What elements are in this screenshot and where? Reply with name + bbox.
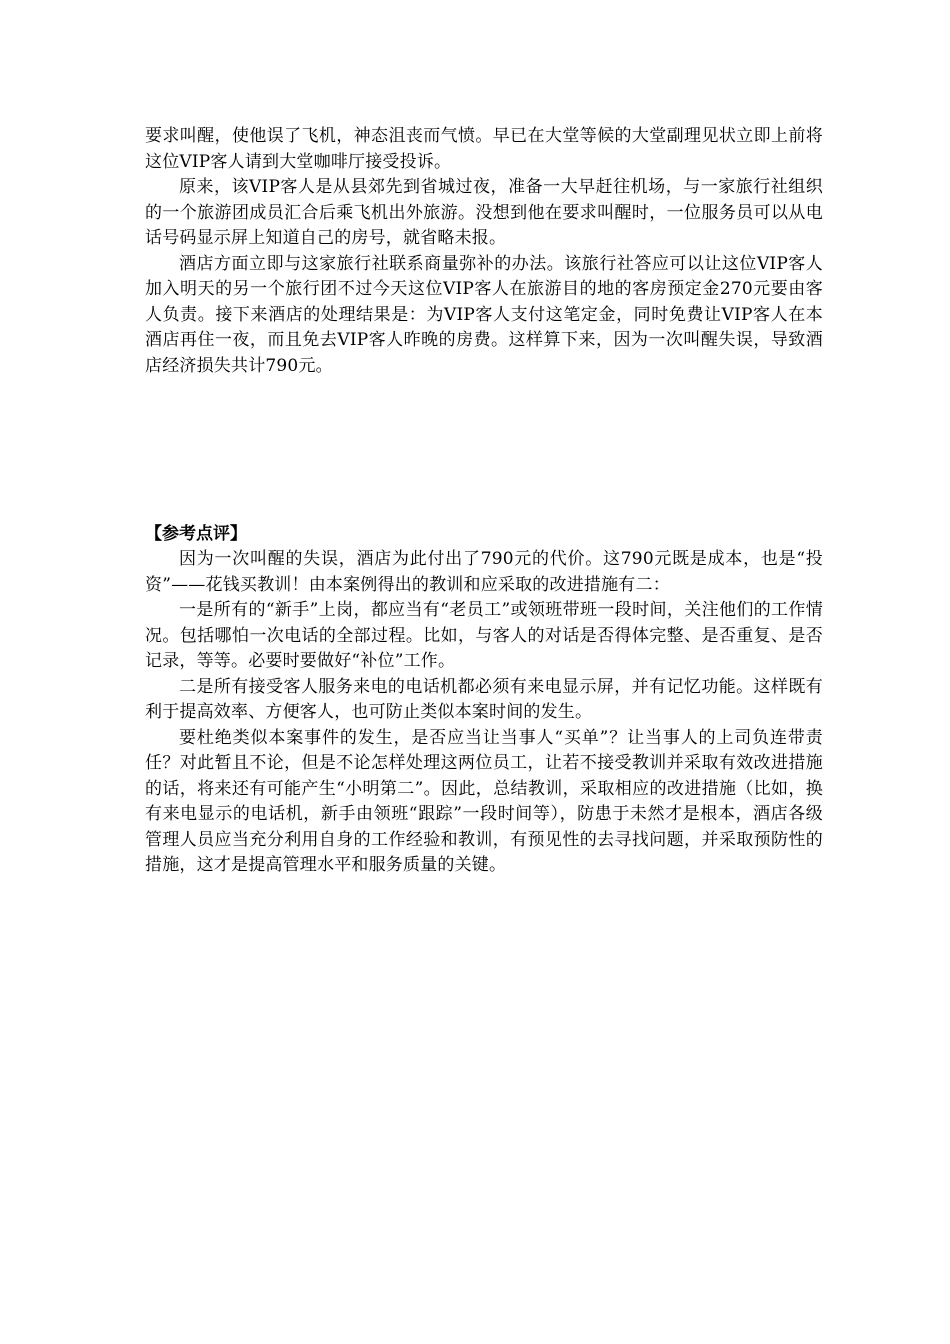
case-paragraph-2: 原来，该VIP客人是从县郊先到省城过夜，准备一大早赶往机场，与一家旅行社组织的一个旅游团成员汇合后乘飞机出外旅游。没想到他在要求叫醒时，一位服务员可以从电话号码显示屏上知道自己的房号，就省略未报。: [145, 177, 823, 248]
review-paragraph-3: 二是所有接受客人服务来电的电话机都必须有来电显示屏，并有记忆功能。这样既有利于提高效率、方便客人，也可防止类似本案时间的发生。: [145, 676, 823, 722]
review-section: [145, 522, 823, 879]
case-text-section: [145, 124, 823, 379]
case-paragraph-1: 要求叫醒，使他误了飞机，神态沮丧而气愤。早已在大堂等候的大堂副理见状立即上前将这位VIP客人请到大堂咖啡厅接受投诉。: [145, 126, 823, 172]
review-paragraph-2: 一是所有的“新手”上岗，都应当有“老员工”或领班带班一段时间，关注他们的工作情况。包括哪怕一次电话的全部过程。比如，与客人的对话是否得体完整、是否重复、是否记录，等等。必要时要做好“补位”工作。: [145, 600, 823, 671]
review-heading: 【参考点评】: [145, 524, 247, 544]
review-paragraph-1: 因为一次叫醒的失误，酒店为此付出了790元的代价。这790元既是成本，也是“投资”——花钱买教训！由本案例得出的教训和应采取的改进措施有二：: [145, 549, 823, 595]
review-paragraph-4: 要杜绝类似本案事件的发生，是否应当让当事人“买单”？让当事人的上司负连带责任？对此暂且不论，但是不论怎样处理这两位员工，让若不接受教训并采取有效改进措施的话，将来还有可能产生“小明第二”。因此，总结教训，采取相应的改进措施（比如，换有来电显示的电话机，新手由领班“跟踪”一段时间等），防患于未然才是根本，酒店各级管理人员应当充分利用自身的工作经验和教训，有预见性的去寻找问题，并采取预防性的措施，这才是提高管理水平和服务质量的关键。: [145, 727, 823, 875]
case-paragraph-3: 酒店方面立即与这家旅行社联系商量弥补的办法。该旅行社答应可以让这位VIP客人加入明天的另一个旅行团不过今天这位VIP客人在旅游目的地的客房预定金270元要由客人负责。接下来酒店的处理结果是：为VIP客人支付这笔定金，同时免费让VIP客人在本酒店再住一夜，而且免去VIP客人昨晚的房费。这样算下来，因为一次叫醒失误，导致酒店经济损失共计790元。: [145, 253, 823, 376]
